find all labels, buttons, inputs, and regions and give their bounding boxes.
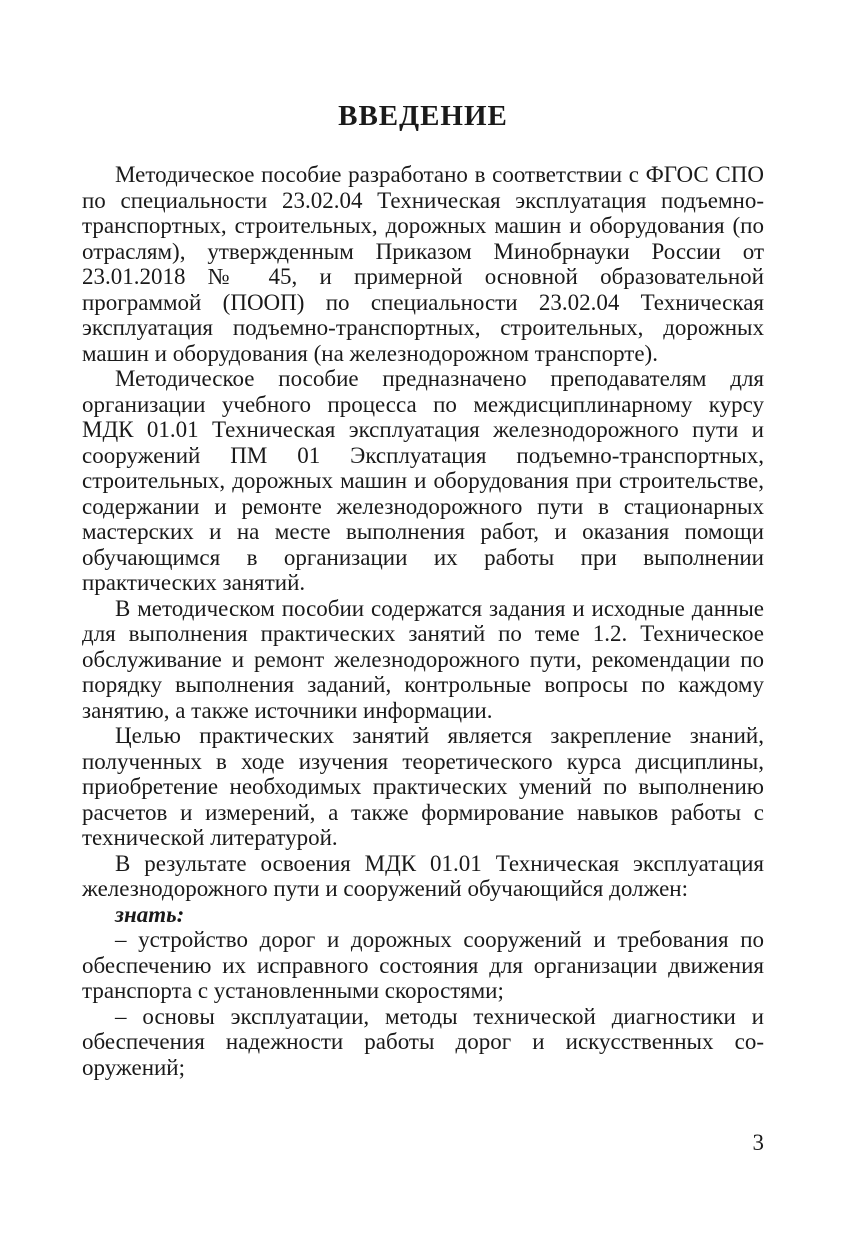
intro-paragraph-3: В методическом пособии содержатся задания и исходные данные для выполнения практических занятий по теме 1.2. Техническое обслуживание и ремонт железнодорожного пути, рекомендации по порядку выполнения заданий, контрольные вопросы по каждому занятию, а также источники информации. (82, 595, 764, 723)
intro-paragraph-4: Целью практических занятий является закрепление знаний, полученных в ходе изучения теоретического курса дисциплины, приобретение необходимых практических умений по выполнению расчетов и измерений, а также формирование навыков работы с технической литературой. (82, 723, 764, 850)
document-page (82, 96, 764, 1080)
page-number: 3 (752, 1130, 764, 1155)
intro-paragraph-2: Методическое пособие предназначено преподавателям для организации учебного процесса по междисциплинарному курсу МДК 01.01 Техническая эксплуатация железнодорожного пути и сооружений ПМ 01 Эксплуатация подъемно-транспортных, строительных, дорожных машин и оборудования при строительстве, содержании и ремонте железнодорожного пути в стационарных мастерских и на месте выполнения работ, и оказания помощи обучающимся в организации их работы при выполнении практических занятий. (82, 366, 764, 595)
intro-paragraph-5: В результате освоения МДК 01.01 Техническая эксплуатация железнодорожного пути и сооружений обучающийся должен: (82, 850, 764, 901)
know-heading: знать: (115, 901, 185, 927)
intro-paragraph-1: Методическое пособие разработано в соответствии с ФГОС СПО по специальности 23.02.04 Техническая эксплуатация подъемно-транспортных, строительных, дорожных машин и оборудования (по отраслям), утвержденным Приказом Минобрнауки России от 23.01.2018 № 45, и примерной основной образовательной программой (ПООП) по специальности 23.02.04 Техническая эксплуатация подъемно-транспортных, строительных, дорожных машин и оборудования (на железнодорожном транспорте). (82, 162, 764, 366)
page-title: ВВЕДЕНИЕ (338, 100, 508, 132)
know-item-1: – устройство дорог и дорожных сооружений и требования по обеспечению их исправного состояния для организации движения транспорта с установленными скоростями; (82, 927, 764, 1003)
know-item-2: – основы эксплуатации, методы технической диагностики и обеспечения надежности работы дорог и искусственных сооружений; (82, 1003, 764, 1080)
